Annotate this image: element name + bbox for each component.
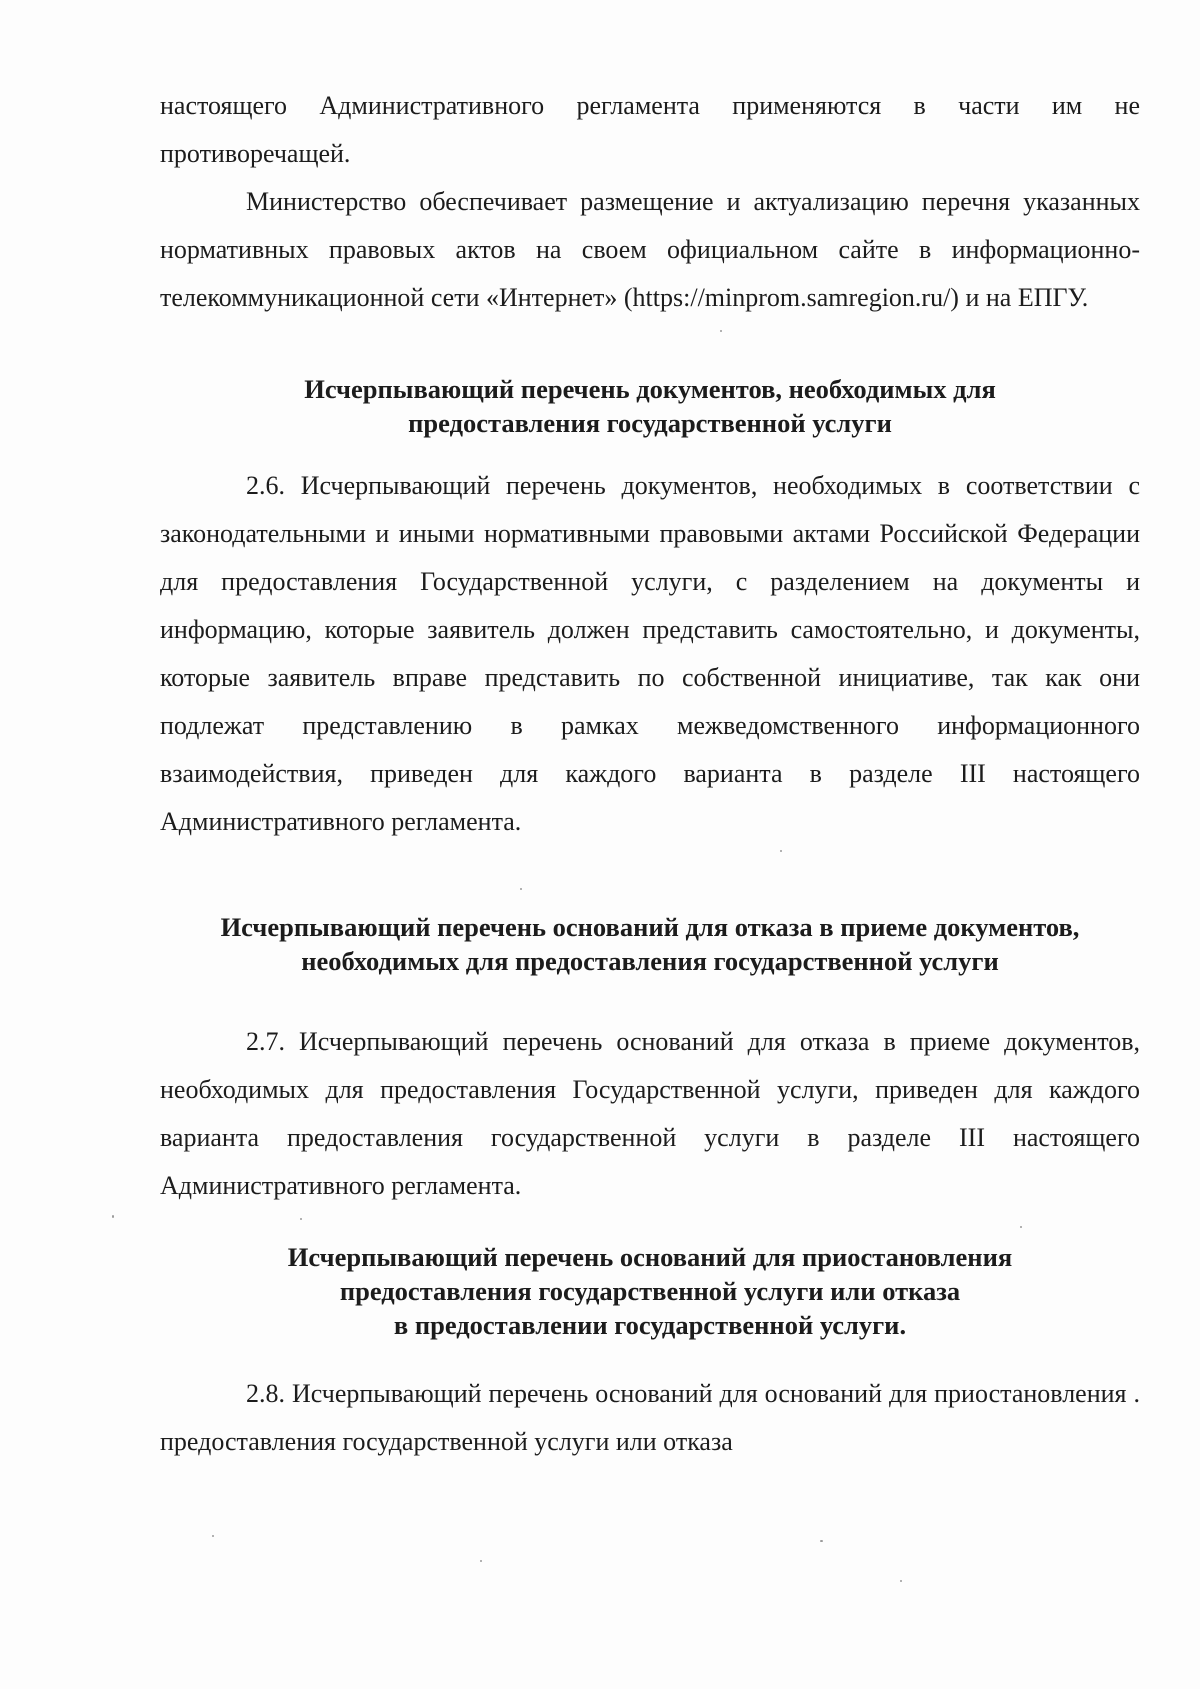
scan-speck (212, 1535, 214, 1537)
scan-speck (820, 1540, 823, 1542)
scan-speck (112, 1215, 114, 1218)
heading-refusal-grounds: Исчерпывающий перечень оснований для отказа в приеме документов, необходимых для предоставления государственной услуги (220, 912, 1080, 976)
paragraph-ministry-publication: Министерство обеспечивает размещение и актуализацию перечня указанных нормативных правовых актов на своем официальном сайте в информационно-телекоммуникационной сети «Интернет» (https://minprom.samregion.ru/) и на ЕПГУ. (160, 187, 1140, 312)
paragraph-continuation: настоящего Административного регламента применяются в части им не противоречащей. (160, 91, 1140, 168)
scan-speck (480, 1560, 482, 1562)
paragraph-2-6: 2.6. Исчерпывающий перечень документов, необходимых в соответствии с законодательными и иными нормативными правовыми актами Российской Федерации для предоставления Государственной услуги, с разделением на документы и информацию, которые заявитель должен представить самостоятельно, и документы, которые заявитель вправе представить по собственной инициативе, так как они подлежат представлению в рамках межведомственного информационного взаимодействия, приведен для каждого варианта в разделе III настоящего Административного регламента. (160, 471, 1140, 836)
scan-speck (300, 1218, 302, 1220)
paragraph-2-7: 2.7. Исчерпывающий перечень оснований для отказа в приеме документов, необходимых для предоставления Государственной услуги, приведен для каждого варианта предоставления государственной услуги в разделе III настоящего Административного регламента. (160, 1027, 1140, 1200)
scan-speck (900, 1580, 902, 1582)
heading-suspension-grounds: Исчерпывающий перечень оснований для приостановления предоставления государственной услуги или отказа в предоставлении государственной услуги. (287, 1242, 1013, 1340)
paragraph-2-8: 2.8. Исчерпывающий перечень оснований для оснований для приостановления . предоставления государственной услуги или отказа (160, 1379, 1140, 1456)
scan-speck (780, 850, 782, 852)
heading-documents-list: Исчерпывающий перечень документов, необходимых для предоставления государственной услуги (304, 374, 996, 438)
scan-speck (1020, 1226, 1022, 1228)
scan-speck (720, 330, 722, 332)
scan-speck (520, 888, 522, 890)
